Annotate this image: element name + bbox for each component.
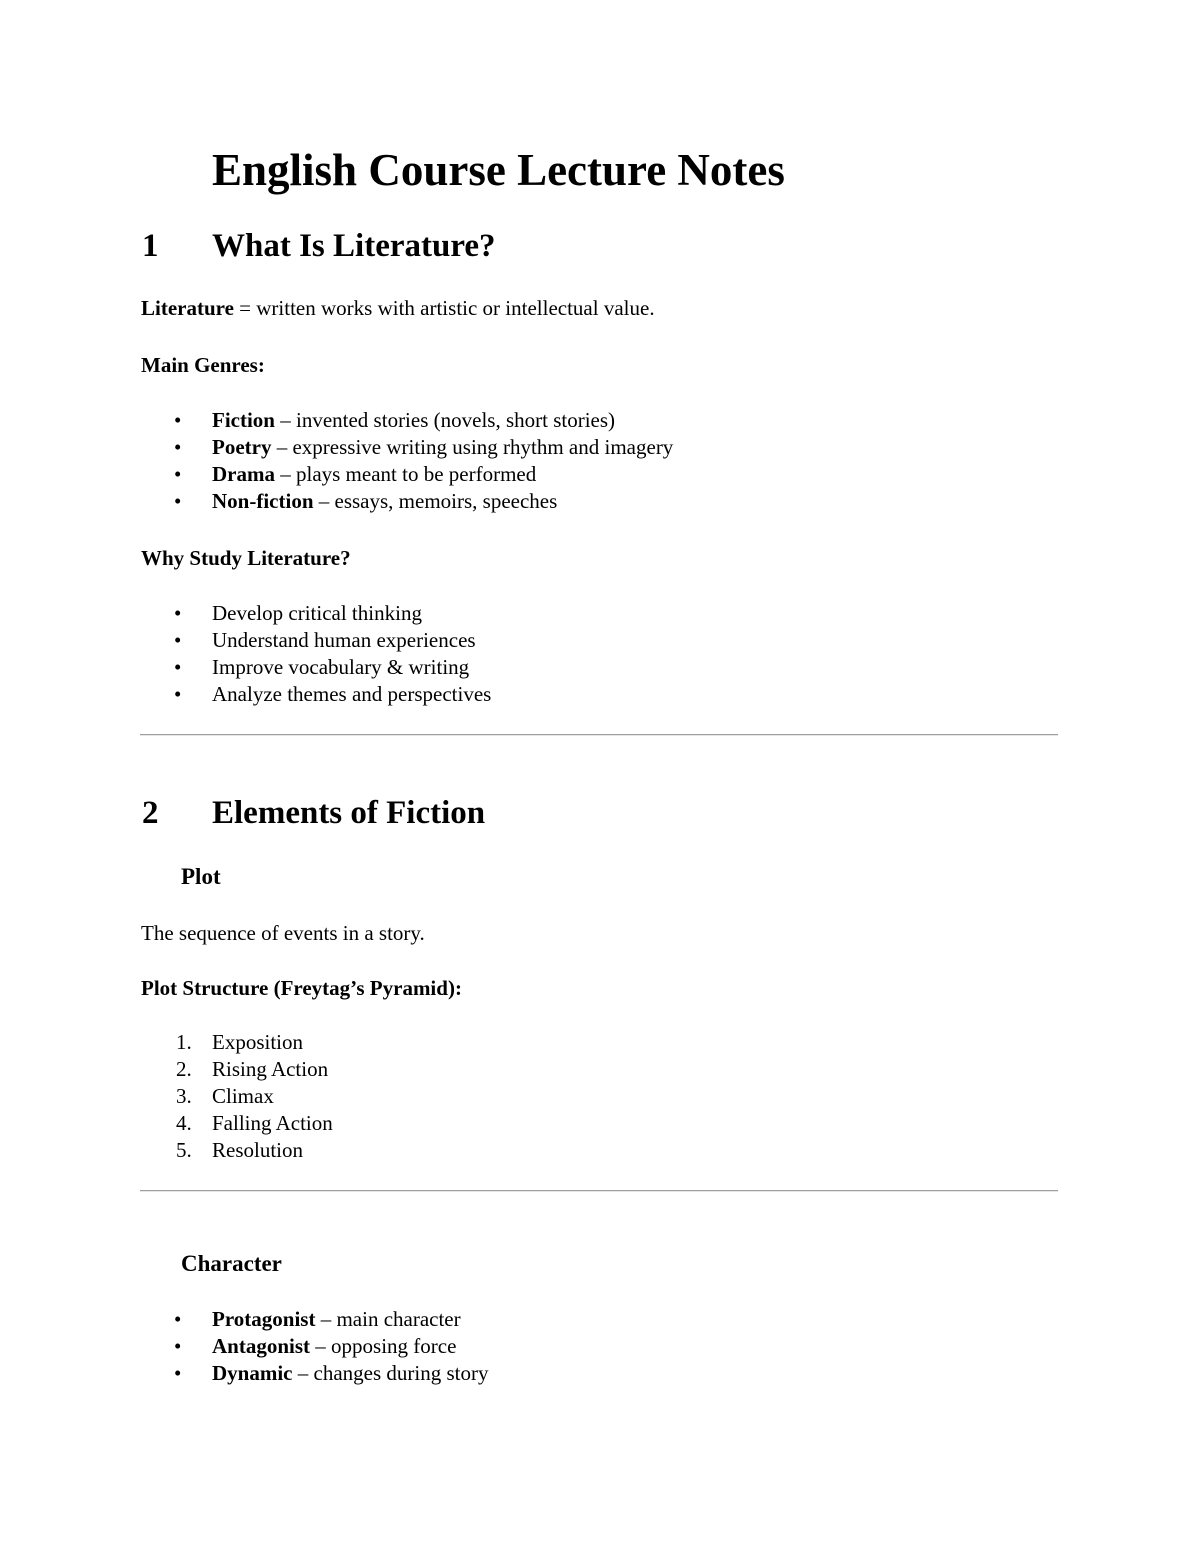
list-item [142,1333,488,1360]
list-number: 1. [176,1030,192,1054]
character-term: Dynamic [212,1361,293,1385]
step-label: Falling Action [212,1111,333,1135]
why-study-list [142,600,491,708]
why-item-text: Understand human experiences [212,628,476,652]
plot-structure-heading: Plot Structure (Freytag’s Pyramid): [141,976,462,1000]
list-item [142,1360,488,1387]
step-label: Climax [212,1084,274,1108]
why-item-text: Improve vocabulary & writing [212,655,470,679]
section-1-title: What Is Literature? [212,228,496,264]
bullet-icon: • [174,408,182,432]
plot-structure-list [142,1029,333,1164]
character-list [142,1306,488,1387]
section-1-number: 1 [142,228,159,264]
why-item-text: Develop critical thinking [212,601,422,625]
main-genres-heading: Main Genres: [141,353,265,377]
literature-definition [141,295,655,321]
list-item [142,488,673,515]
character-desc: – main character [315,1307,461,1331]
character-term: Antagonist [212,1334,311,1358]
list-number: 5. [176,1138,192,1162]
list-item [142,1056,333,1083]
bullet-icon: • [174,462,182,486]
list-number: 3. [176,1084,192,1108]
genre-desc: – essays, memoirs, speeches [313,489,558,513]
list-item [142,434,673,461]
step-label: Resolution [212,1138,304,1162]
genre-term: Non-fiction [212,489,314,513]
bullet-icon: • [174,489,182,513]
character-heading: Character [181,1251,282,1276]
genre-term: Drama [212,462,275,486]
horizontal-rule [140,734,1058,736]
bullet-icon: • [174,1307,182,1331]
why-study-heading: Why Study Literature? [141,546,351,570]
list-item [142,461,673,488]
step-label: Rising Action [212,1057,329,1081]
section-2-number: 2 [142,795,159,831]
character-desc: – changes during story [292,1361,489,1385]
genre-desc: – plays meant to be performed [274,462,537,486]
bullet-icon: • [174,1334,182,1358]
list-item [142,1029,333,1056]
genre-term: Poetry [212,435,272,459]
list-item [142,1137,333,1164]
bullet-icon: • [174,655,182,679]
list-item [142,1306,488,1333]
list-item [142,600,491,627]
list-number: 4. [176,1111,192,1135]
genres-list [142,407,673,515]
definition-term: Literature [141,296,234,320]
section-2-heading [142,793,742,833]
genre-desc: – expressive writing using rhythm and imagery [271,435,674,459]
bullet-icon: • [174,435,182,459]
bullet-icon: • [174,1361,182,1385]
list-item [142,1110,333,1137]
bullet-icon: • [174,628,182,652]
document-title: English Course Lecture Notes [212,145,785,195]
why-item-text: Analyze themes and perspectives [212,682,492,706]
list-item [142,407,673,434]
section-2-title: Elements of Fiction [212,795,486,831]
list-number: 2. [176,1057,192,1081]
step-label: Exposition [212,1030,304,1054]
genre-term: Fiction [212,408,275,432]
character-term: Protagonist [212,1307,316,1331]
plot-description: The sequence of events in a story. [141,921,425,945]
definition-text: = written works with artistic or intellectual value. [233,296,655,320]
bullet-icon: • [174,682,182,706]
list-item [142,654,491,681]
list-item [142,1083,333,1110]
character-desc: – opposing force [310,1334,457,1358]
list-item [142,627,491,654]
horizontal-rule [140,1190,1058,1192]
section-1-heading [142,226,742,266]
genre-desc: – invented stories (novels, short stories) [275,408,616,432]
plot-heading: Plot [181,864,221,889]
list-item [142,681,491,708]
bullet-icon: • [174,601,182,625]
